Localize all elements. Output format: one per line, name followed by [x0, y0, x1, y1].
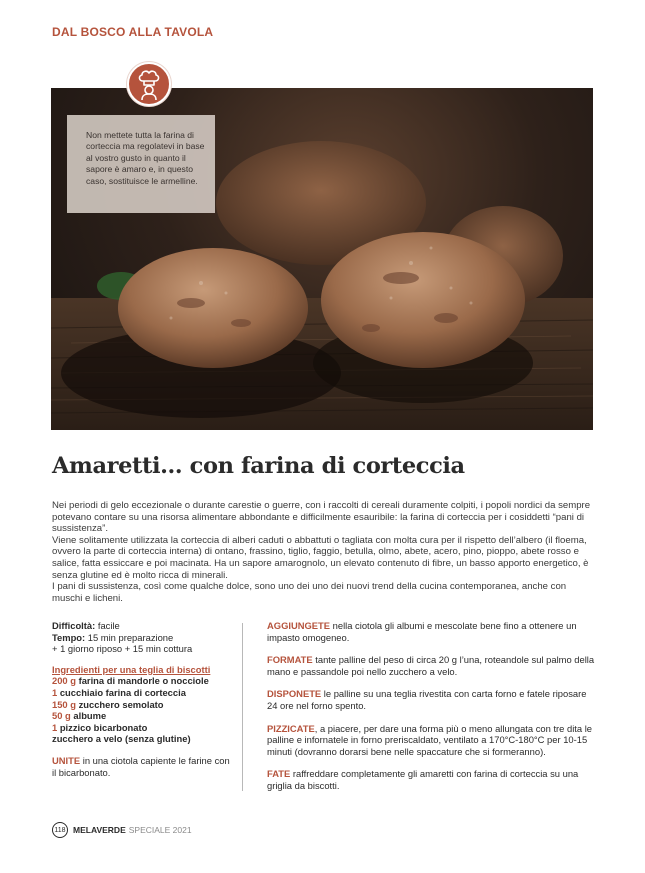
step-keyword: UNITE: [52, 754, 81, 766]
ingredient-qty: 150 g: [52, 698, 76, 710]
step-text: le palline su una teglia rivestita con carta forno e fatele riposare 24 ore nel forno spento.: [267, 688, 587, 711]
intro-paragraph: I pani di sussistenza, così come qualche dolce, sono uno dei uno dei nuovi trend della cucina contemporanea, anche con muschi e licheni.: [52, 581, 567, 604]
ingredient-qty: 200 g: [52, 675, 76, 687]
ingredient-item: [52, 675, 232, 687]
difficulty-value: facile: [95, 620, 120, 631]
step-keyword: DISPONETE: [267, 688, 322, 700]
magazine-name: MELAVERDE: [73, 825, 126, 835]
intro-paragraph: Viene solitamente utilizzata la corteccia di alberi caduti o abbattuti o tagliata con molta cura per il rispetto dell’albero (il floema, ovvero la parte di corteccia interna) di ontano, frassino, tiglio, faggio, betulla, olmo, abete, acero, pino, pioppo, abete rosso e salice, fatta essiccare e poi macinata. Ha un sapore amarognolo, un elevato contenuto di fibre, un basso apporto energetico, è senza glutine ed è molto ricca di minerali.: [52, 534, 589, 581]
method-column: [267, 620, 595, 803]
ingredient-name: zucchero a velo (senza glutine): [52, 733, 191, 745]
time-label: Tempo:: [52, 631, 86, 643]
step-text: in una ciotola capiente le farine con il bicarbonato.: [52, 754, 230, 778]
tip-text: Non mettete tutta la farina di corteccia ma regolatevi in base al vostro gusto in quanto il sapore è amaro e, in questo caso, sostituisce le armelline.: [86, 130, 205, 186]
ingredient-item: [52, 710, 232, 722]
step-text: , a piacere, per dare una forma più o meno allungata con tre dita le palline e infornatele in forno preriscaldato, ventilato a 170°C-180°C per 10-15 minuti (dovranno dorarsi bene nelle spaccature che si formeranno).: [267, 722, 593, 757]
edition-label: SPECIALE 2021: [128, 825, 192, 835]
step: [267, 688, 595, 711]
step-keyword: FATE: [267, 768, 291, 780]
step-text: raffreddare completamente gli amaretti con farina di corteccia su una griglia da biscotti.: [267, 768, 579, 791]
step-text: tante palline del peso di circa 20 g l’una, roteandole sul palmo della mano e passandole poi nello zucchero a velo.: [267, 654, 595, 677]
time-extra: + 1 giorno riposo + 15 min cottura: [52, 643, 193, 655]
ingredient-name: farina di mandorle o nocciole: [75, 675, 209, 687]
ingredient-name: zucchero semolato: [75, 698, 164, 710]
ingredient-item: [52, 699, 232, 711]
step-text: nella ciotola gli albumi e mescolate bene fino a ottenere un impasto omogeneo.: [267, 620, 577, 643]
chef-hat-icon: [127, 62, 171, 106]
column-divider: [242, 623, 243, 791]
step: [52, 755, 232, 778]
recipe-info-column: [52, 620, 232, 778]
step-keyword: AGGIUNGETE: [267, 620, 331, 631]
article-title: Amaretti… con farina di corteccia: [52, 453, 465, 479]
difficulty: [52, 620, 232, 632]
step: [267, 723, 595, 758]
step-keyword: FORMATE: [267, 654, 313, 666]
step: [267, 620, 595, 643]
time: [52, 632, 232, 644]
ingredient-qty: 1: [52, 721, 58, 733]
ingredient-name: albume: [70, 710, 107, 722]
ingredient-item: [52, 733, 232, 745]
page-number: 118: [52, 822, 68, 838]
intro-text: [52, 500, 594, 604]
step: [267, 768, 595, 791]
section-label: DAL BOSCO ALLA TAVOLA: [52, 25, 214, 39]
ingredient-item: [52, 722, 232, 734]
ingredient-qty: 1: [52, 686, 58, 698]
ingredients-heading: Ingredienti per una teglia di biscotti: [52, 663, 211, 675]
difficulty-label: Difficoltà:: [52, 620, 96, 631]
step: [267, 654, 595, 677]
ingredient-item: [52, 687, 232, 699]
ingredient-name: pizzico bicarbonato: [57, 721, 148, 733]
ingredient-name: cucchiaio farina di corteccia: [57, 686, 186, 698]
ingredient-qty: 50 g: [52, 710, 71, 722]
intro-paragraph: Nei periodi di gelo eccezionale o durante carestie o guerre, con i raccolti di cereali duramente colpiti, i popoli nordici da sempre potevano contare su una risorsa alimentare abbondante e difficilmente esauribile: la farina di corteccia per i cosiddetti “pani di sussistenza”.: [52, 500, 591, 535]
time-value: 15 min preparazione: [85, 631, 174, 643]
page-footer: [52, 822, 192, 838]
step-keyword: PIZZICATE: [267, 722, 315, 734]
